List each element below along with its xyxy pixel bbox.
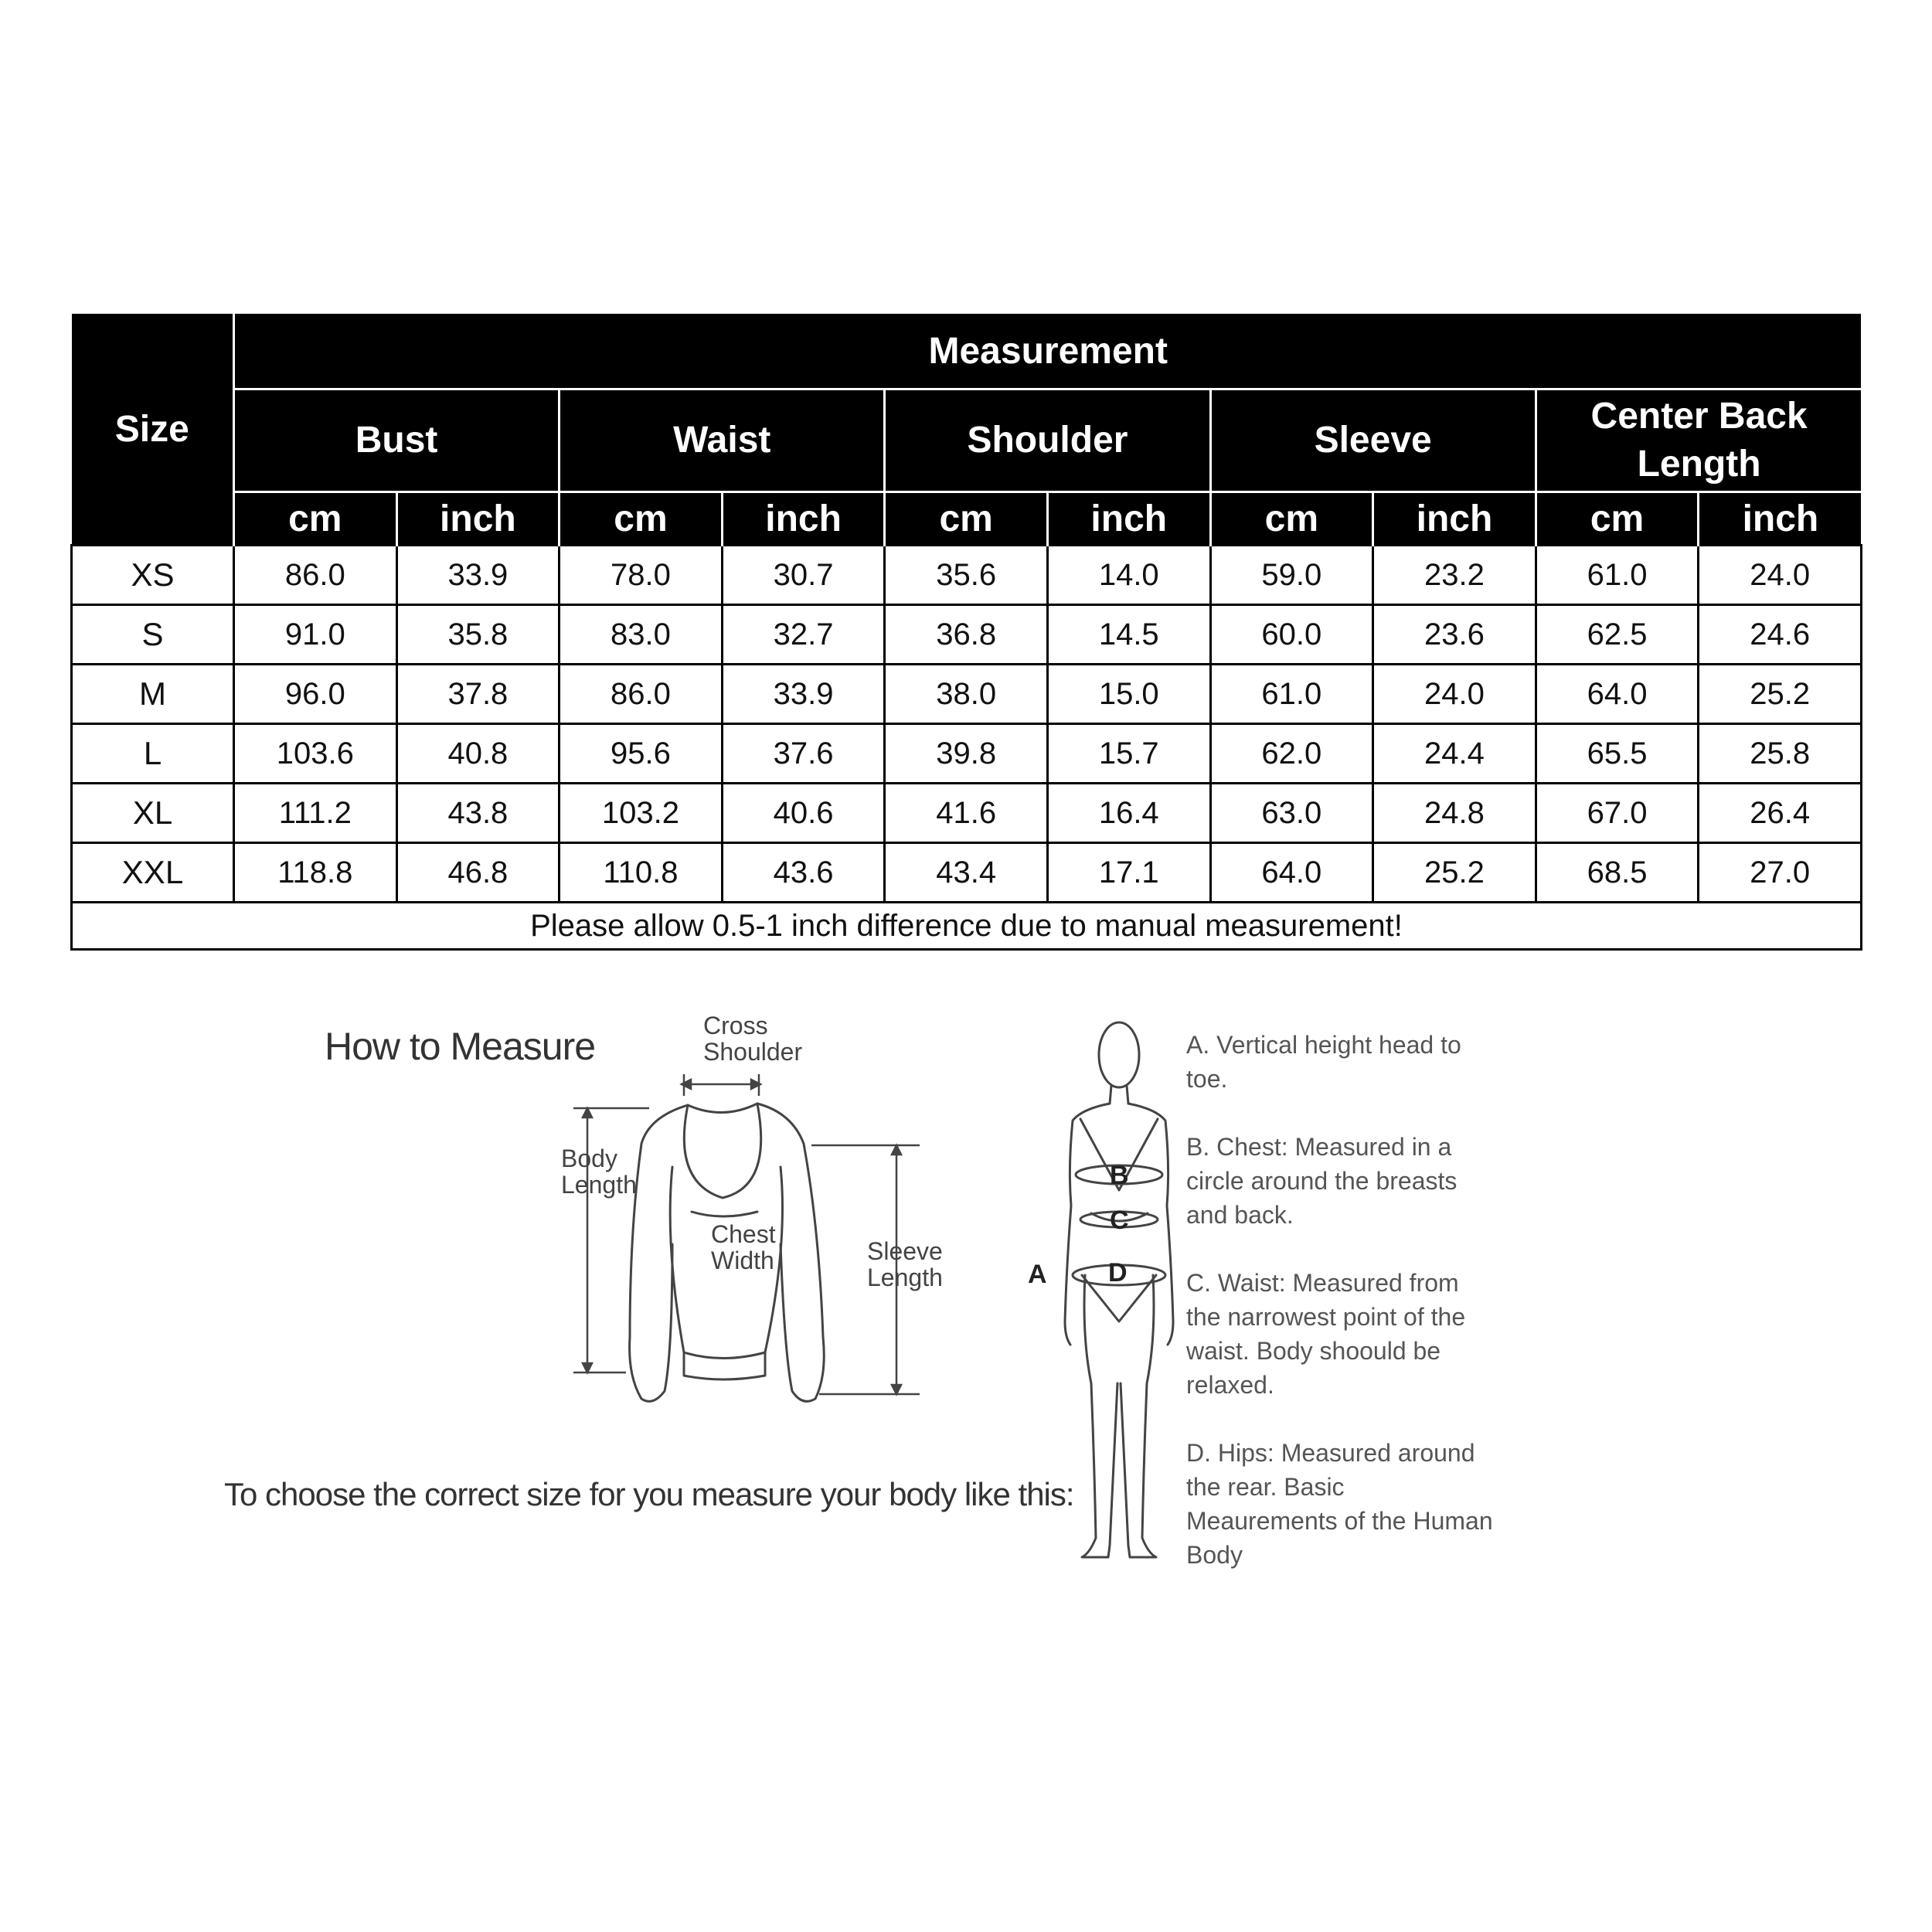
value-cell: 36.8 [885,605,1048,665]
cross-shoulder-label-2: Shoulder [703,1038,803,1066]
unit-header-inch: inch [1047,492,1210,546]
value-cell: 23.6 [1373,605,1536,665]
value-cell: 61.0 [1210,665,1373,724]
note-a: A. Vertical height head to toe. [1186,1031,1461,1093]
value-cell: 24.8 [1373,784,1536,843]
unit-header-cm: cm [1536,492,1699,546]
table-row [72,784,1862,843]
value-cell: 60.0 [1210,605,1373,665]
value-cell: 17.1 [1047,843,1210,903]
value-cell: 14.5 [1047,605,1210,665]
table-row [72,546,1862,605]
value-cell: 39.8 [885,724,1048,784]
size-cell: L [72,724,234,784]
unit-header-inch: inch [1699,492,1862,546]
group-header-shoulder: Shoulder [885,389,1210,492]
how-to-measure-title: How to Measure [325,1025,596,1068]
unit-header-cm: cm [1210,492,1373,546]
value-cell: 38.0 [885,665,1048,724]
size-cell: XL [72,784,234,843]
value-cell: 40.8 [396,724,560,784]
measurement-header: Measurement [234,314,1862,389]
value-cell: 111.2 [234,784,397,843]
unit-header-inch: inch [396,492,560,546]
value-cell: 24.4 [1373,724,1536,784]
measurement-notes [1186,1028,1495,1606]
value-cell: 32.7 [722,605,885,665]
sweater-measure-diagram [556,1012,958,1422]
table-row [72,665,1862,724]
value-cell: 68.5 [1536,843,1699,903]
value-cell: 61.0 [1536,546,1699,605]
size-cell: XXL [72,843,234,903]
note-b: B. Chest: Measured in a circle around the breasts and back. [1186,1133,1458,1229]
unit-header-inch: inch [722,492,885,546]
size-chart-table [70,314,1862,951]
size-cell: S [72,605,234,665]
value-cell: 118.8 [234,843,397,903]
value-cell: 35.6 [885,546,1048,605]
value-cell: 25.8 [1699,724,1862,784]
body-letter-d: D [1108,1258,1128,1287]
value-cell: 62.0 [1210,724,1373,784]
choose-size-instruction: To choose the correct size for you measure your body like this: [224,1476,1074,1512]
body-letter-b: B [1110,1161,1129,1190]
value-cell: 110.8 [560,843,723,903]
value-cell: 95.6 [560,724,723,784]
body-length-label-1: Body [561,1145,617,1172]
cross-shoulder-label-1: Cross [703,1012,768,1039]
chest-width-label-1: Chest [711,1220,776,1248]
value-cell: 35.8 [396,605,560,665]
value-cell: 27.0 [1699,843,1862,903]
value-cell: 33.9 [396,546,560,605]
group-header-bust: Bust [234,389,560,492]
size-column-header: Size [72,314,234,546]
unit-header-cm: cm [234,492,397,546]
value-cell: 25.2 [1699,665,1862,724]
value-cell: 86.0 [560,665,723,724]
value-cell: 24.6 [1699,605,1862,665]
value-cell: 37.6 [722,724,885,784]
size-cell: M [72,665,234,724]
value-cell: 59.0 [1210,546,1373,605]
group-header-waist: Waist [560,389,885,492]
note-c: C. Waist: Measured from the narrowest point of the waist. Body shoould be relaxed. [1186,1269,1466,1399]
value-cell: 64.0 [1210,843,1373,903]
sleeve-length-label-1: Sleeve [867,1237,943,1265]
size-cell: XS [72,546,234,605]
value-cell: 37.8 [396,665,560,724]
value-cell: 91.0 [234,605,397,665]
value-cell: 33.9 [722,665,885,724]
body-letter-a: A [1028,1260,1047,1289]
value-cell: 103.2 [560,784,723,843]
value-cell: 83.0 [560,605,723,665]
value-cell: 103.6 [234,724,397,784]
value-cell: 16.4 [1047,784,1210,843]
value-cell: 43.4 [885,843,1048,903]
table-row [72,843,1862,903]
table-row [72,724,1862,784]
value-cell: 43.6 [722,843,885,903]
group-header-sleeve: Sleeve [1210,389,1536,492]
footnote: Please allow 0.5-1 inch difference due to manual measurement! [72,903,1862,950]
value-cell: 41.6 [885,784,1048,843]
value-cell: 26.4 [1699,784,1862,843]
value-cell: 86.0 [234,546,397,605]
value-cell: 15.7 [1047,724,1210,784]
body-length-label-2: Length [561,1171,637,1199]
body-letter-c: C [1110,1206,1129,1235]
unit-header-inch: inch [1373,492,1536,546]
value-cell: 30.7 [722,546,885,605]
value-cell: 40.6 [722,784,885,843]
value-cell: 25.2 [1373,843,1536,903]
value-cell: 63.0 [1210,784,1373,843]
value-cell: 23.2 [1373,546,1536,605]
value-cell: 78.0 [560,546,723,605]
value-cell: 64.0 [1536,665,1699,724]
value-cell: 43.8 [396,784,560,843]
value-cell: 65.5 [1536,724,1699,784]
note-d: D. Hips: Measured around the rear. Basic Meaurements of the Human Body [1186,1439,1493,1569]
unit-header-cm: cm [885,492,1048,546]
value-cell: 62.5 [1536,605,1699,665]
chest-width-label-2: Width [711,1247,774,1274]
sleeve-length-label-2: Length [867,1264,943,1291]
group-header-center-back-length: Center Back Length [1536,389,1861,492]
value-cell: 15.0 [1047,665,1210,724]
value-cell: 14.0 [1047,546,1210,605]
value-cell: 46.8 [396,843,560,903]
value-cell: 67.0 [1536,784,1699,843]
unit-header-cm: cm [560,492,723,546]
value-cell: 24.0 [1699,546,1862,605]
value-cell: 96.0 [234,665,397,724]
value-cell: 24.0 [1373,665,1536,724]
table-row [72,605,1862,665]
